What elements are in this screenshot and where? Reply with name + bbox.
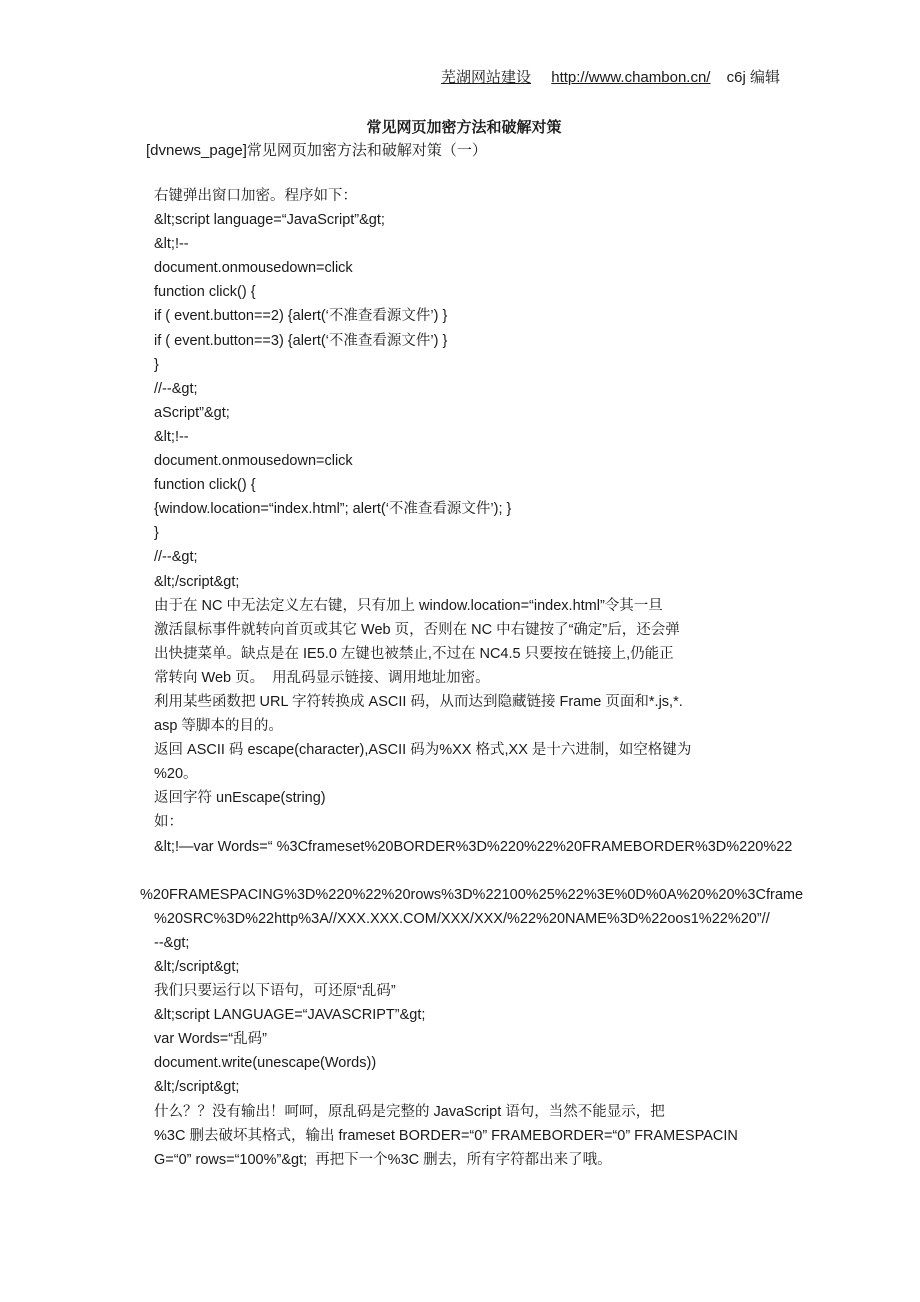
editor-label: c6j 编辑 (726, 69, 780, 86)
body-line: } (154, 356, 159, 373)
body-line: %3C 删去破坏其格式，输出 frameset BORDER=“0” FRAMEBORDER=“0” FRAMESPACIN (154, 1127, 738, 1144)
site-name-link[interactable]: 芜湖网站建设 (441, 69, 532, 86)
body-line: 右键弹出窗口加密。程序如下： (154, 188, 357, 204)
body-line: 激活鼠标事件就转向首页或其它 Web 页，否则在 NC 中右键按了“确定”后，还会弹 (154, 621, 680, 638)
body-line: } (154, 525, 159, 542)
body-line: %20SRC%3D%22http%3A//XXX.XXX.COM/XXX/XXX/%22%20NAME%3D%22oos1%22%20”// (154, 910, 770, 927)
body-line: 返回 ASCII 码 escape(character),ASCII 码为%XX 格式,XX 是十六进制，如空格键为 (154, 742, 692, 759)
body-line: function click() { (154, 284, 256, 301)
body-line: &lt;!—var Words=“ %3Cframeset%20BORDER%3D%220%22%20FRAMEBORDER%3D%220%22 (154, 838, 793, 855)
document-title: 常见网页加密方法和破解对策 (366, 119, 562, 136)
page-header (441, 66, 780, 87)
body-line: document.onmousedown=click (154, 453, 353, 470)
body-line: &lt;script language=“JavaScript”&gt; (154, 212, 385, 229)
body-line: if ( event.button==3) {alert(‘不准查看源文件’) } (154, 332, 448, 349)
body-line: //--&gt; (154, 380, 198, 397)
body-line: document.onmousedown=click (154, 260, 353, 277)
body-line: 利用某些函数把 URL 字符转换成 ASCII 码，从而达到隐藏链接 Frame 页面和*.js,*. (154, 693, 683, 710)
body-line: 返回字符 unEscape(string) (154, 790, 326, 807)
body-line: {window.location=“index.html”; alert(‘不准查看源文件’); } (154, 501, 512, 518)
body-line: 常转向 Web 页。 用乱码显示链接、调用地址加密。 (154, 669, 490, 686)
body-line: %20FRAMESPACING%3D%220%22%20rows%3D%22100%25%22%3E%0D%0A%20%20%3Cframe (140, 886, 804, 903)
body-line: &lt;!-- (154, 428, 189, 445)
body-line: 由于在 NC 中无法定义左右键，只有加上 window.location=“index.html”令其一旦 (154, 597, 663, 614)
body-line: //--&gt; (154, 549, 198, 566)
body-line: &lt;/script&gt; (154, 573, 240, 590)
body-line: &lt;script LANGUAGE=“JAVASCRIPT”&gt; (154, 1007, 426, 1024)
body-line: function click() { (154, 477, 256, 494)
body-line: 我们只要运行以下语句，可还原“乱码” (154, 983, 396, 1000)
body-line: 如： (154, 814, 183, 831)
site-url-link[interactable]: http://www.chambon.cn/ (551, 69, 711, 86)
body-line: &lt;/script&gt; (154, 959, 240, 975)
body-line: 出快捷菜单。缺点是在 IE5.0 左键也被禁止,不过在 NC4.5 只要按在链接上,仍能正 (154, 645, 674, 662)
body-line: --&gt; (154, 934, 190, 951)
body-line: asp 等脚本的目的。 (154, 718, 283, 735)
body-line (0, 859, 920, 883)
body-line: &lt;!-- (154, 236, 189, 253)
body-line: &lt;/script&gt; (154, 1079, 240, 1096)
document-subtitle: [dvnews_page]常见网页加密方法和破解对策（一） (146, 142, 487, 159)
body-line: aScript”&gt; (154, 404, 230, 421)
body-line: G=“0” rows=“100%”&gt; 再把下一个%3C 删去，所有字符都出来了哦。 (154, 1151, 612, 1168)
body-line: %20。 (154, 766, 198, 783)
body-line: var Words=“乱码” (154, 1031, 267, 1048)
body-line: document.write(unescape(Words)) (154, 1055, 377, 1072)
body-line: 什么？？没有输出！呵呵，原乱码是完整的 JavaScript 语句，当然不能显示，把 (154, 1103, 665, 1120)
document-body (0, 184, 920, 1172)
body-line: if ( event.button==2) {alert(‘不准查看源文件’) } (154, 308, 448, 325)
